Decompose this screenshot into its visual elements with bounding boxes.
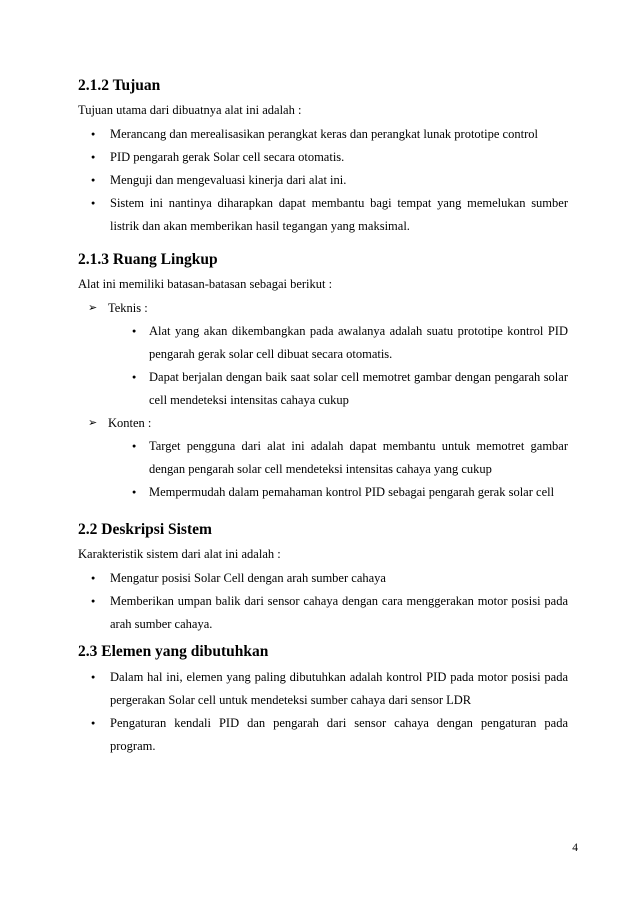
group-label: Konten :: [108, 416, 152, 430]
list-item: ● Menguji dan mengevaluasi kinerja dari alat ini.: [78, 169, 568, 192]
list-item: ● Target pengguna dari alat ini adalah dapat membantu untuk memotret gambar dengan pengarah solar cell mendeteksi intensitas cahaya yang cukup: [108, 435, 568, 481]
list-item: ● Dapat berjalan dengan baik saat solar cell memotret gambar dengan pengarah solar cell mendeteksi intensitas cahaya cukup: [108, 366, 568, 412]
list-item: ● Sistem ini nantinya diharapkan dapat membantu bagi tempat yang memelukan sumber listrik dan akan memberikan hasil tegangan yang maksimal.: [78, 192, 568, 238]
group-teknis: [78, 297, 568, 412]
list-item: ● Pengaturan kendali PID dan pengarah dari sensor cahaya dengan pengaturan pada program.: [78, 712, 568, 758]
sublist-teknis: [78, 320, 568, 412]
list-item: ● Mengatur posisi Solar Cell dengan arah sumber cahaya: [78, 567, 568, 590]
list-item: ● Alat yang akan dikembangkan pada awalanya adalah suatu prototipe kontrol PID pengarah gerak solar cell dibuat secara otomatis.: [108, 320, 568, 366]
arrow-bullet-icon: ➢: [88, 417, 98, 429]
page-number: 4: [572, 842, 578, 854]
list-item: ● Mempermudah dalam pemahaman kontrol PID sebagai pengarah gerak solar cell: [108, 481, 568, 504]
list-deskripsi: [78, 567, 568, 636]
intro-deskripsi: Karakteristik sistem dari alat ini adalah :: [78, 547, 281, 561]
list-item: ● Merancang dan merealisasikan perangkat keras dan perangkat lunak prototipe control: [78, 123, 568, 146]
group-konten: [78, 412, 568, 504]
intro-ruang-lingkup: Alat ini memiliki batasan-batasan sebagai berikut :: [78, 277, 333, 291]
list-item: ● Dalam hal ini, elemen yang paling dibutuhkan adalah kontrol PID pada motor posisi pada pergerakan Solar cell untuk mendeteksi sumber cahaya dari sensor LDR: [78, 666, 568, 712]
heading-elemen: 2.3 Elemen yang dibutuhkan: [78, 643, 269, 660]
list-item: ● PID pengarah gerak Solar cell secara otomatis.: [78, 146, 568, 169]
group-label: Teknis :: [108, 301, 148, 315]
sublist-konten: [78, 435, 568, 504]
heading-tujuan: 2.1.2 Tujuan: [78, 77, 161, 94]
heading-deskripsi: 2.2 Deskripsi Sistem: [78, 521, 212, 538]
list-ruang-lingkup: [78, 297, 568, 504]
heading-ruang-lingkup: 2.1.3 Ruang Lingkup: [78, 251, 218, 268]
list-tujuan: [78, 123, 568, 238]
list-elemen: [78, 666, 568, 758]
page-content: [78, 76, 568, 758]
list-item: ● Memberikan umpan balik dari sensor cahaya dengan cara menggerakan motor posisi pada arah sumber cahaya.: [78, 590, 568, 636]
arrow-bullet-icon: ➢: [88, 302, 98, 314]
intro-tujuan: Tujuan utama dari dibuatnya alat ini adalah :: [78, 103, 302, 117]
